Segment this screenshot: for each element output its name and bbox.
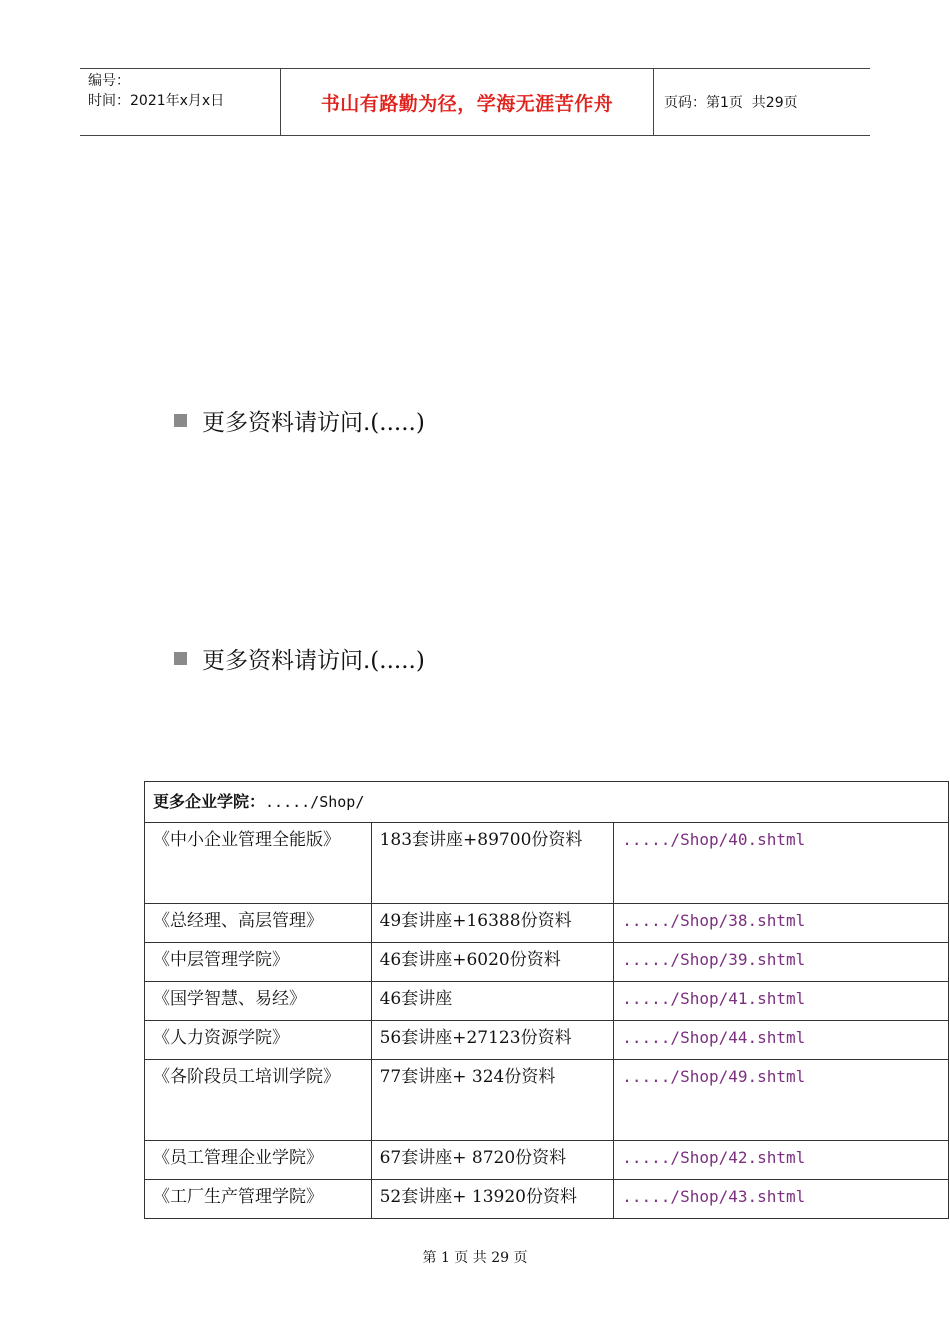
table-title-cell (145, 782, 949, 823)
course-name: 《工厂生产管理学院》 (153, 1187, 323, 1207)
course-link-cell (614, 1060, 949, 1141)
course-name: 《人力资源学院》 (153, 1028, 289, 1048)
course-content-cell (371, 943, 614, 982)
academy-table (144, 781, 949, 1219)
bullet-text[interactable]: 更多资料请访问.(.....) (202, 410, 425, 436)
course-content: 77套讲座+ 324份资料 (379, 1067, 556, 1087)
course-name-cell (145, 1141, 372, 1180)
course-content-cell (371, 823, 614, 904)
course-content: 67套讲座+ 8720份资料 (379, 1148, 567, 1168)
course-content-cell (371, 1180, 614, 1219)
table-title-url[interactable]: ...../Shop/ (265, 793, 365, 811)
course-link[interactable]: ...../Shop/40.shtml (622, 830, 806, 849)
course-name-cell (145, 823, 372, 904)
course-content-cell (371, 1141, 614, 1180)
course-link[interactable]: ...../Shop/49.shtml (622, 1067, 806, 1086)
course-name: 《各阶段员工培训学院》 (153, 1067, 340, 1087)
course-name-cell (145, 1021, 372, 1060)
square-bullet-icon (174, 414, 187, 427)
course-content: 46套讲座 (379, 989, 453, 1009)
course-link-cell (614, 1021, 949, 1060)
course-link-cell (614, 1180, 949, 1219)
course-name-cell (145, 1060, 372, 1141)
course-content: 56套讲座+27123份资料 (379, 1028, 572, 1048)
course-link-cell (614, 904, 949, 943)
course-link[interactable]: ...../Shop/42.shtml (622, 1148, 806, 1167)
bullet-text[interactable]: 更多资料请访问.(.....) (202, 648, 425, 674)
course-link-cell (614, 982, 949, 1021)
table-row (145, 943, 949, 982)
header-page-info-cell (654, 69, 870, 135)
table-title-label: 更多企业学院： (153, 792, 266, 811)
course-link-cell (614, 823, 949, 904)
table-row (145, 1180, 949, 1219)
course-content-cell (371, 982, 614, 1021)
table-row (145, 1021, 949, 1060)
header-page-info: 页码：第1页 共29页 (664, 95, 798, 111)
course-content: 46套讲座+6020份资料 (379, 950, 561, 970)
document-number-label: 编号： (88, 73, 130, 89)
page-header (80, 68, 870, 136)
document-time-label: 时间：2021年x月x日 (88, 93, 225, 109)
header-motto: 书山有路勤为径，学海无涯苦作舟 (320, 92, 614, 115)
course-link[interactable]: ...../Shop/44.shtml (622, 1028, 806, 1047)
header-meta (80, 69, 281, 135)
table-title-row (145, 782, 949, 823)
course-name: 《国学智慧、易经》 (153, 989, 306, 1009)
course-name: 《中小企业管理全能版》 (153, 830, 340, 850)
page-footer: 第 1 页 共 29 页 (422, 1250, 528, 1266)
table-row (145, 1060, 949, 1141)
course-name-cell (145, 904, 372, 943)
course-link[interactable]: ...../Shop/41.shtml (622, 989, 806, 1008)
course-link-cell (614, 943, 949, 982)
table-row (145, 1141, 949, 1180)
course-link-cell (614, 1141, 949, 1180)
course-name: 《员工管理企业学院》 (153, 1148, 323, 1168)
course-content: 52套讲座+ 13920份资料 (379, 1187, 577, 1207)
course-content-cell (371, 904, 614, 943)
bullet-item (174, 642, 425, 675)
header-motto-cell (281, 69, 654, 135)
course-link[interactable]: ...../Shop/38.shtml (622, 911, 806, 930)
table-row (145, 982, 949, 1021)
course-content: 183套讲座+89700份资料 (379, 830, 583, 850)
table-row (145, 823, 949, 904)
bullet-item (174, 404, 425, 437)
course-link[interactable]: ...../Shop/39.shtml (622, 950, 806, 969)
course-content-cell (371, 1060, 614, 1141)
course-name-cell (145, 1180, 372, 1219)
course-name-cell (145, 943, 372, 982)
course-content: 49套讲座+16388份资料 (379, 911, 572, 931)
course-name: 《总经理、高层管理》 (153, 911, 323, 931)
square-bullet-icon (174, 652, 187, 665)
course-link[interactable]: ...../Shop/43.shtml (622, 1187, 806, 1206)
course-content-cell (371, 1021, 614, 1060)
course-name: 《中层管理学院》 (153, 950, 289, 970)
table-row (145, 904, 949, 943)
course-name-cell (145, 982, 372, 1021)
